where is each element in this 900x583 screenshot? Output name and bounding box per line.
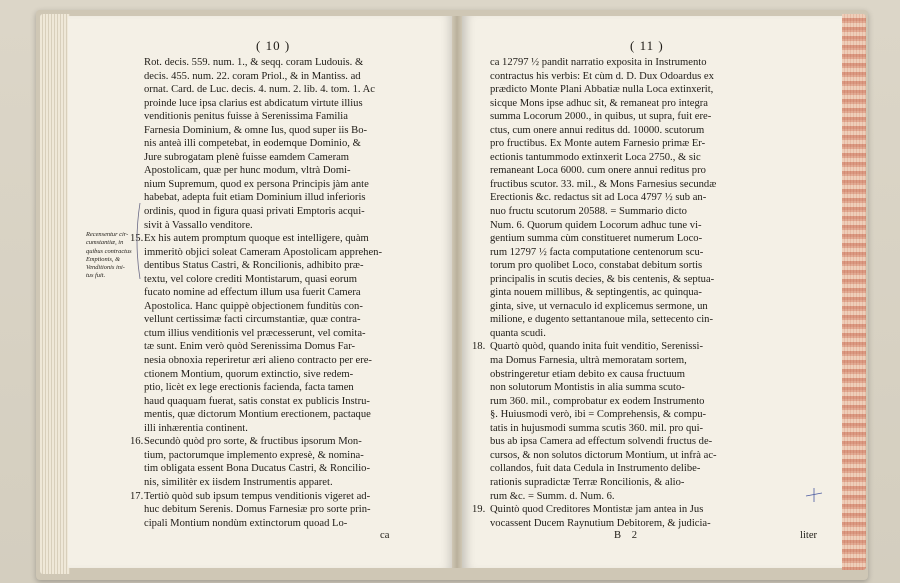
text-line <box>144 381 444 395</box>
line-text: rum &c. = Summ. d. Num. 6. <box>490 490 615 502</box>
text-line <box>130 232 444 246</box>
line-text: ctionem Montium, quorum extinctio, sive redem- <box>144 368 354 380</box>
right-page <box>462 16 842 568</box>
text-line <box>490 205 826 219</box>
paragraph-number: 15. <box>130 233 144 245</box>
text-line <box>490 178 826 192</box>
line-text: §. Huiusmodi verò, ibi = Comprehensis, & compu- <box>490 409 707 421</box>
text-line <box>144 151 444 165</box>
line-text: huc debitum Serenis. Domus Farnesiæ pro sorte prin- <box>144 504 371 516</box>
line-text: quanta scudi. <box>490 327 546 339</box>
signature-mark: B 2 <box>614 530 642 541</box>
text-line <box>490 408 826 422</box>
line-text: fucato nomine ad effectum illum usa fuerit Camera <box>144 287 361 299</box>
text-line <box>490 137 826 151</box>
text-line <box>472 503 826 517</box>
line-text: Rot. decis. 559. num. 1., & seqq. coram Ludouis. & <box>144 57 364 68</box>
marginal-note-line: Venditionis ini- <box>86 264 125 272</box>
marginal-note-line: quibus contractus <box>86 247 132 255</box>
text-line <box>144 327 444 341</box>
page-number-left: ( 10 ) <box>256 38 291 53</box>
text-line <box>144 313 444 327</box>
line-text: Tertiò quòd sub ipsum tempus venditionis vigeret ad- <box>144 490 371 502</box>
catchword-left: ca <box>380 530 390 541</box>
text-line <box>472 340 826 354</box>
line-text: illi inhærentia continent. <box>144 422 248 434</box>
line-text: principalis in scutis decies, & bis centenis, & septua- <box>490 273 715 285</box>
text-line <box>144 137 444 151</box>
line-text: venditionis penitus fuisse à Serenissima Familia <box>144 111 348 123</box>
text-line <box>144 449 444 463</box>
line-text: Num. 6. Quorum quidem Locorum adhuc tune vi- <box>490 219 702 231</box>
text-line <box>490 124 826 138</box>
line-text: sivit à Vassallo venditore. <box>144 219 253 231</box>
text-line <box>144 178 444 192</box>
text-line <box>490 476 826 490</box>
line-text: ornat. Card. de Luc. decis. 4. num. 2. lib. 4. tom. 1. Ac <box>144 84 375 96</box>
line-text: obstringeretur etiam debito ex causa fructuum <box>490 368 686 380</box>
line-text: proinde luce ipsa clarius est abdicatum virtute illius <box>144 97 363 109</box>
text-line <box>490 97 826 111</box>
line-text: nium Supremum, quod ex persona Principis jàm ante <box>144 178 369 190</box>
line-text: gentium summa cùm constitueret numerum Loco- <box>490 233 703 245</box>
line-text: non solutorum Montistis in alia summa scuto- <box>490 382 685 394</box>
page-number-right: ( 11 ) <box>630 38 664 53</box>
text-line <box>490 462 826 476</box>
line-text: ginta nouem millibus, & septingentis, ac quinqua- <box>490 287 702 299</box>
text-line <box>130 490 444 504</box>
line-text: Apostolicam, quæ per hunc modum, vltrà Domi- <box>144 165 351 177</box>
paragraph-number: 17. <box>130 490 144 502</box>
text-line <box>490 286 826 300</box>
text-line <box>490 164 826 178</box>
line-text: Apostolica. Hanc quippè objectionem funditùs con- <box>144 300 363 312</box>
text-line <box>490 490 826 504</box>
text-line <box>144 205 444 219</box>
text-line <box>144 56 444 70</box>
line-text: pro fructibus. Ex Monte autem Farnesio primæ Er- <box>490 138 706 150</box>
line-text: textu, vel colore crediti Montistarum, quasi eorum <box>144 273 357 285</box>
line-text: rum 12797 ½ facta computatione centenorum scu- <box>490 246 704 258</box>
line-text: nuo fructu scutorum 20588. = Summario dicto <box>490 206 687 218</box>
text-line <box>144 368 444 382</box>
text-line <box>144 340 444 354</box>
text-line <box>490 259 826 273</box>
text-line <box>144 517 444 531</box>
line-text: Ex his autem promptum quoque est intelligere, quàm <box>144 233 369 245</box>
marginal-note-line: tus fuit. <box>86 272 106 280</box>
right-page-text <box>472 56 826 530</box>
line-text: tatis in hujusmodi summa scutis 360. mil. pro qui- <box>490 422 704 434</box>
text-line <box>490 273 826 287</box>
line-text: ctus, cum onere annui reditus dd. 10000. scutorum <box>490 124 705 136</box>
marginal-note-line: Recensentur cir- <box>86 231 129 238</box>
text-line <box>144 83 444 97</box>
text-line <box>490 517 826 531</box>
line-text: prædicto Monte Plani Abbatiæ nulla Loca extinxerit, <box>490 84 714 96</box>
text-line <box>144 395 444 409</box>
line-text: remaneant Loca 6000. cum onere annui reditus pro <box>490 165 706 177</box>
text-line <box>144 300 444 314</box>
line-text: haud quaquam fuerat, satis constat ex publicis Instru- <box>144 395 370 407</box>
text-line <box>490 70 826 84</box>
text-line <box>144 219 444 233</box>
text-line <box>490 395 826 409</box>
line-text: ectionis tantummodo extinxerit Loca 2750., & sic <box>490 151 701 163</box>
line-text: tim obligata essent Bona Ducatus Castri, & Roncilio- <box>144 463 370 475</box>
right-page-edges-red-sprinkled <box>842 14 866 570</box>
text-line <box>144 408 444 422</box>
text-line <box>490 313 826 327</box>
text-line <box>490 368 826 382</box>
line-text: ginta, sive, ut vernaculo id explicemus sermone, un <box>490 300 708 312</box>
line-text: ordinis, quod in figura quasi privati Emptoris acqui- <box>144 206 365 218</box>
line-text: cipali Montium nondùm extinctorum quoad Lo- <box>144 517 348 529</box>
text-line <box>144 259 444 273</box>
paragraph-number: 18. <box>472 341 486 353</box>
text-line <box>490 327 826 341</box>
paragraph-number: 16. <box>130 436 144 448</box>
line-text: tæ sunt. Enim verò quòd Serenissima Domus Far- <box>144 341 356 353</box>
line-text: habebat, adepta fuit etiam Dominium illud inferioris <box>144 192 366 204</box>
line-text: Secundò quòd pro sorte, & fructibus ipsorum Mon- <box>144 436 362 448</box>
text-line <box>144 70 444 84</box>
text-line <box>144 110 444 124</box>
line-text: ca 12797 ½ pandit narratio exposita in Instrumento <box>490 57 707 68</box>
line-text: sicque Mons ipse adhuc sit, & remaneat pro integra <box>490 97 708 109</box>
paragraph-number: 19. <box>472 504 486 516</box>
text-line <box>490 435 826 449</box>
line-text: ptio, licèt ex lege erectionis facienda, facta tamen <box>144 382 354 394</box>
text-line <box>490 232 826 246</box>
text-line <box>144 246 444 260</box>
text-line <box>490 381 826 395</box>
line-text: rum 360. mil., comprobatur ex eodem Instrumento <box>490 395 705 407</box>
text-line <box>490 449 826 463</box>
text-line <box>490 422 826 436</box>
line-text: immeritò objici soleat Cameram Apostolicam apprehen- <box>144 246 382 258</box>
text-line <box>490 56 826 70</box>
line-text: Erectionis &c. redactus sit ad Loca 4797 ½ sub an- <box>490 192 707 204</box>
line-text: nis anteà illi competebat, in eodemque Dominio, & <box>144 138 361 150</box>
line-text: rationis supradictæ Terræ Roncilionis, & alio- <box>490 476 685 488</box>
text-line <box>144 462 444 476</box>
text-line <box>144 97 444 111</box>
line-text: cursos, & non solutos dictorum Montium, ut infrà ac- <box>490 449 717 461</box>
marginal-note-line: Emptionis, & <box>86 255 121 263</box>
line-text: bus ab ipsa Camera ad effectum solvendi fructus de- <box>490 436 713 448</box>
text-line <box>490 300 826 314</box>
pen-bracket-mark <box>132 201 142 281</box>
left-page-text <box>130 56 444 530</box>
line-text: Jure subrogatam plenè fuisse eamdem Cameram <box>144 151 350 163</box>
line-text: contractus his verbis: Et cùm d. D. Dux Odoardus ex <box>490 70 714 82</box>
line-text: tium, pactorumque implemento expresè, & nomina- <box>144 449 364 461</box>
line-text: Quartò quòd, quando inita fuit venditio, Serenissi- <box>490 341 704 353</box>
text-line <box>490 110 826 124</box>
line-text: Quintò quod Creditores Montistæ jam antea in Jus <box>490 504 704 516</box>
text-line <box>144 286 444 300</box>
line-text: summa Locorum 2000., in quibus, ut supra, fuit ere- <box>490 111 712 123</box>
line-text: fructibus scutor. 33. mil., & Mons Farnesius secundæ <box>490 178 717 190</box>
text-line <box>144 164 444 178</box>
text-line <box>490 354 826 368</box>
pen-cross-mark <box>804 484 824 504</box>
text-line <box>130 435 444 449</box>
catchword-right: liter <box>800 530 818 541</box>
text-line <box>490 191 826 205</box>
text-line <box>144 273 444 287</box>
line-text: collandos, fuit data Cedula in Instrumento delibe- <box>490 463 701 475</box>
text-line <box>490 151 826 165</box>
text-line <box>144 503 444 517</box>
text-line <box>144 124 444 138</box>
text-line <box>144 476 444 490</box>
line-text: ctum illius venditionis vel præcesserunt, vel comita- <box>144 327 366 339</box>
line-text: decis. 455. num. 22. coram Priol., & in Mantiss. ad <box>144 70 361 82</box>
line-text: vellunt certissimæ facti circumstantiæ, quæ contra- <box>144 314 361 326</box>
text-line <box>490 246 826 260</box>
left-page-edges <box>40 14 70 574</box>
line-text: dentibus Status Castri, & Roncilionis, adhibito præ- <box>144 260 364 272</box>
line-text: torum pro quolibet Loco, constabat debitum sortis <box>490 260 703 272</box>
line-text: vocassent Ducem Raynutium Debitorem, & judicia- <box>490 517 711 529</box>
text-line <box>490 83 826 97</box>
line-text: nis, similitèr ex iisdem Instrumentis apparet. <box>144 476 333 488</box>
marginal-note-line: cumstantiæ, in <box>86 239 124 247</box>
line-text: mentis, quæ dictorum Montium erectionem, pactaque <box>144 409 371 421</box>
line-text: Farnesia Dominium, & omne Ius, quod super iis Bo- <box>144 124 368 136</box>
text-line <box>144 191 444 205</box>
line-text: nesia obnoxia reperiretur æri alieno contracto per ere- <box>144 355 372 367</box>
left-page <box>68 16 452 568</box>
text-line <box>144 354 444 368</box>
text-line <box>144 422 444 436</box>
text-line <box>490 219 826 233</box>
line-text: milione, e dugento settantanoue mila, settecento cin- <box>490 314 713 326</box>
line-text: ma Domus Farnesia, ultrà memoratam sortem, <box>490 355 687 367</box>
